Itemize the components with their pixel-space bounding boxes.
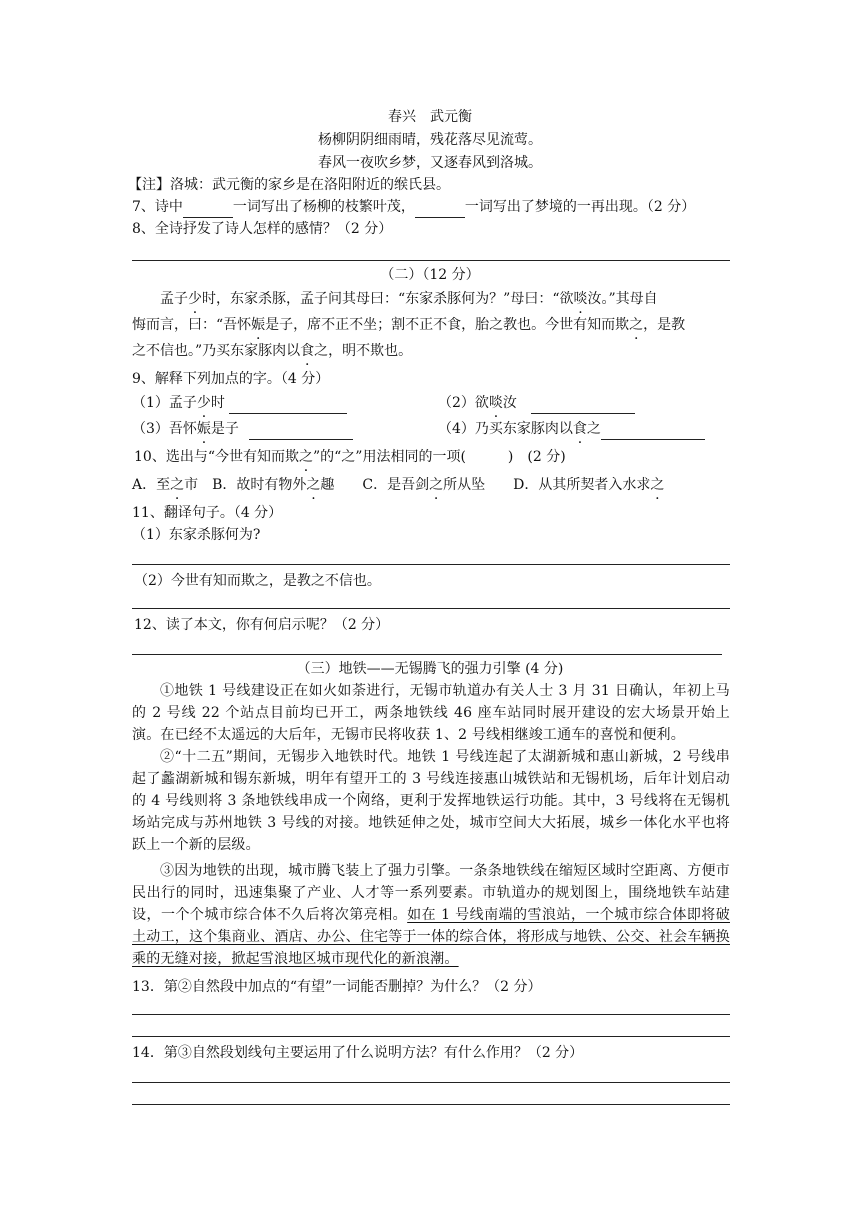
q10-options: A．至之市 B．故时有物外之趣 C．是吾剑之所从坠 D．从其所契者入水求之 <box>132 477 665 493</box>
part3-heading: （三）地铁——无锡腾飞的强力引擎 (4 分) <box>296 661 564 677</box>
q9-item-4: （4）乃买东家豚肉以食之 <box>438 418 705 440</box>
question-12: 12、读了本文，你有何启示呢？（2 分） <box>134 617 390 633</box>
q7-part-a: 7、诗中 <box>132 199 183 215</box>
q14-answer-line-1[interactable] <box>132 1082 730 1083</box>
question-10: 10、选出与“今世有知而欺之”的“之”用法相同的一项( ) (2 分) <box>134 449 566 465</box>
q9-3-blank[interactable] <box>249 423 353 440</box>
expository-paragraph-1: ①地铁 1 号线建设正在如火如荼进行，无锡市轨道办有关人士 3 月 31 日确认，年初上马的 2 号线 22 个站点目前均已开工，两条地铁线 46 座车站同时展开建设的宏大场景开始上演。在已经不太遥远的大后年，无锡市民将收获 1、2 号线相继竣工通车的喜悦和便利。 <box>132 683 730 743</box>
classical-text-line-2: 悔而言，曰：“吾怀娠是子，席不正不坐；割不正不食，胎之教也。今世有知而欺之，是教 <box>132 317 686 333</box>
paragraph-3-plain: ③因为地铁的出现，城市腾飞装上了强力引擎。一条条地铁线在缩短区域时空距离、方便市民出行的同时，迅速集聚了产业、人才等一系列要素。市轨道办的规划图上，围绕地铁车站建设，一个个城市综合体不久后将次第亮相。 <box>132 863 730 923</box>
poem-note: 【注】洛城：武元衡的家乡是在洛阳附近的缑氏县。 <box>128 177 450 193</box>
q7-blank-2[interactable] <box>415 201 465 218</box>
q9-4-blank[interactable] <box>601 423 705 440</box>
q7-blank-1[interactable] <box>183 201 233 218</box>
q9-1-blank[interactable] <box>229 397 347 414</box>
q11-item-2: （2）今世有知而欺之，是教之不信也。 <box>134 573 381 589</box>
expository-paragraph-2: ②“十二五”期间，无锡步入地铁时代。地铁 1 号线连起了太湖新城和惠山新城，2 号线串起了蠡湖新城和锡东新城，明年有望开工的 3 号线连接惠山城铁站和无锡机场，后年计划启动的 4 号线则将 3 条地铁线串成一个网络，更利于发挥地铁运行功能。其中，3 号线将在无锡机场站完成与苏州地铁 3 号线的对接。地铁延伸之处，城市空间大大拓展，城乡一体化水平也将跃上一个新的层级。 <box>132 749 730 853</box>
question-14: 14．第③自然段划线句主要运用了什么说明方法？有什么作用？（2 分） <box>132 1045 584 1061</box>
q11-2-answer-line[interactable] <box>132 608 730 609</box>
expository-paragraph-3 <box>132 860 730 970</box>
question-9: 9、解释下列加点的字。（4 分） <box>132 371 330 387</box>
q8-answer-line[interactable] <box>132 260 730 261</box>
paragraph-3-underlined-sentence: 如在 1 号线南端的雪浪站，一个城市综合体即将破土动工，这个集商业、酒店、办公、住宅等于一体的综合体，将形成与地铁、公交、社会车辆换乘的无缝对接，掀起雪浪地区城市现代化的新浪潮。 <box>132 907 730 967</box>
q14-answer-line-2[interactable] <box>132 1104 730 1105</box>
q7-part-b: 一词写出了杨柳的枝繁叶茂， <box>232 199 415 215</box>
q7-part-c: 一词写出了梦境的一再出现。（2 分） <box>464 199 696 215</box>
q9-item-2: （2）欲啖汝 <box>438 392 635 414</box>
classical-text-line-1: 孟子少时，东家杀豚，孟子问其母曰：“东家杀豚何为？”母曰：“欲啖汝。”其母自 <box>160 291 658 307</box>
q13-answer-line-2[interactable] <box>132 1036 730 1037</box>
q9-2-blank[interactable] <box>531 397 635 414</box>
part2-heading: （二）（12 分） <box>380 267 480 283</box>
question-8: 8、全诗抒发了诗人怎样的感情？（2 分） <box>132 221 393 237</box>
q11-1-answer-line[interactable] <box>132 564 730 565</box>
question-11: 11、翻译句子。（4 分） <box>132 505 283 521</box>
poem-line-1: 杨柳阴阴细雨晴，残花落尽见流莺。 <box>318 132 542 148</box>
q9-item-3: （3）吾怀娠是子 <box>132 418 353 440</box>
q12-answer-line[interactable] <box>132 654 722 655</box>
q9-item-1: （1）孟子少时 <box>132 392 347 414</box>
classical-text-line-3: 之不信也。”乃买东家豚肉以食之，明不欺也。 <box>132 343 413 359</box>
poem-line-2: 春风一夜吹乡梦，又逐春风到洛城。 <box>318 155 542 171</box>
q11-item-1: （1）东家杀豚何为? <box>132 527 261 543</box>
poem-title: 春兴 武元衡 <box>388 109 472 125</box>
question-7 <box>132 196 695 218</box>
question-13: 13．第②自然段中加点的“有望”一词能否删掉？为什么？（2 分） <box>132 979 542 995</box>
q13-answer-line-1[interactable] <box>132 1014 730 1015</box>
